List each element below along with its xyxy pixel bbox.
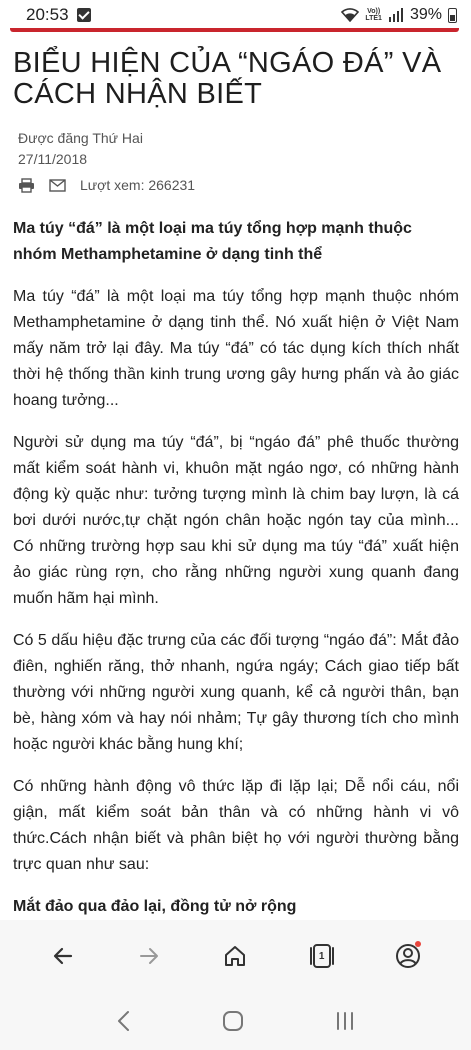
home-circle-icon[interactable] bbox=[221, 1009, 245, 1033]
back-arrow-icon bbox=[51, 944, 75, 968]
system-nav-bar bbox=[0, 992, 471, 1050]
back-button[interactable] bbox=[41, 934, 85, 978]
battery-percent: 39% bbox=[409, 6, 442, 23]
article[interactable] bbox=[0, 32, 471, 920]
home-button[interactable] bbox=[213, 934, 257, 978]
forward-button[interactable] bbox=[127, 934, 171, 978]
post-meta bbox=[18, 128, 143, 170]
paragraph: Ma túy “đá” là một loại ma túy tổng hợp mạnh thuộc nhóm Methamphetamine ở dạng tinh thể. Nó xuất hiện ở Việt Nam mấy năm trở lại đây. Ma túy “đá” có tác dụng kích thích nhất thời hệ thống thần kinh trung ương gây hưng phấn và ảo giác hoang tưởng... bbox=[13, 288, 459, 409]
subheading: Mắt đảo qua đảo lại, đồng tử nở rộng bbox=[13, 898, 297, 915]
home-icon bbox=[223, 944, 247, 968]
notification-dot bbox=[415, 941, 421, 947]
back-chevron-icon[interactable] bbox=[114, 1009, 134, 1033]
forward-arrow-icon bbox=[137, 944, 161, 968]
tabs-button[interactable] bbox=[300, 934, 344, 978]
lead-paragraph: Ma túy “đá” là một loại ma túy tổng hợp mạnh thuộc nhóm Methamphetamine ở dạng tinh thể bbox=[13, 220, 412, 263]
account-button[interactable] bbox=[386, 934, 430, 978]
wifi-icon bbox=[341, 8, 359, 22]
article-title: BIỂU HIỆN CỦA “NGÁO ĐÁ” VÀ CÁCH NHẬN BIẾT bbox=[13, 47, 442, 110]
article-body bbox=[13, 216, 459, 920]
clock: 20:53 bbox=[26, 5, 69, 24]
battery-icon bbox=[448, 8, 457, 23]
signal-icon bbox=[388, 8, 404, 22]
tab-count: 1 bbox=[318, 950, 325, 962]
post-date: 27/11/2018 bbox=[18, 151, 88, 167]
email-icon[interactable] bbox=[49, 179, 66, 192]
article-tools bbox=[18, 177, 195, 193]
status-bar bbox=[0, 0, 471, 30]
paragraph: Có 5 dấu hiệu đặc trưng của các đối tượng “ngáo đá”: Mắt đảo điên, nghiến răng, thở nhanh, ngứa ngáy; Cách giao tiếp bất thường với những người xung quanh, kể cả người thân, bạn bè, hàng xóm và hay nói nhảm; Tự gây thương tích cho mình hoặc người khác bằng hung khí; bbox=[13, 632, 459, 753]
paragraph: Có những hành động vô thức lặp đi lặp lại; Dễ nổi cáu, nổi giận, mất kiểm soát bản thân và có những hành vi vô thức.Cách nhận biết và phân biệt họ với người thường bằng trực quan như sau: bbox=[13, 778, 459, 873]
paragraph: Người sử dụng ma túy “đá”, bị “ngáo đá” phê thuốc thường mất kiểm soát hành vi, khuôn mặt ngáo ngơ, có những hành động kỳ quặc như: tưởng tượng mình là chim bay lượn, là cá bơi dưới nước,tự chặt ngón chân hoặc ngón tay của mình... Có những trường hợp sau khi sử dụng ma túy “đá” xuất hiện ảo giác rùng rợn, cho rằng những người xung quanh đang muốn hãm hại mình. bbox=[13, 434, 459, 607]
view-count: Lượt xem: 266231 bbox=[80, 177, 196, 193]
recents-icon[interactable] bbox=[333, 1009, 357, 1033]
checkbox-notification-icon bbox=[77, 8, 91, 22]
print-icon[interactable] bbox=[18, 178, 35, 193]
volte-label: Vo)) LTE1 bbox=[365, 8, 382, 22]
posted-label: Được đăng Thứ Hai bbox=[18, 130, 143, 146]
browser-toolbar bbox=[0, 920, 471, 992]
